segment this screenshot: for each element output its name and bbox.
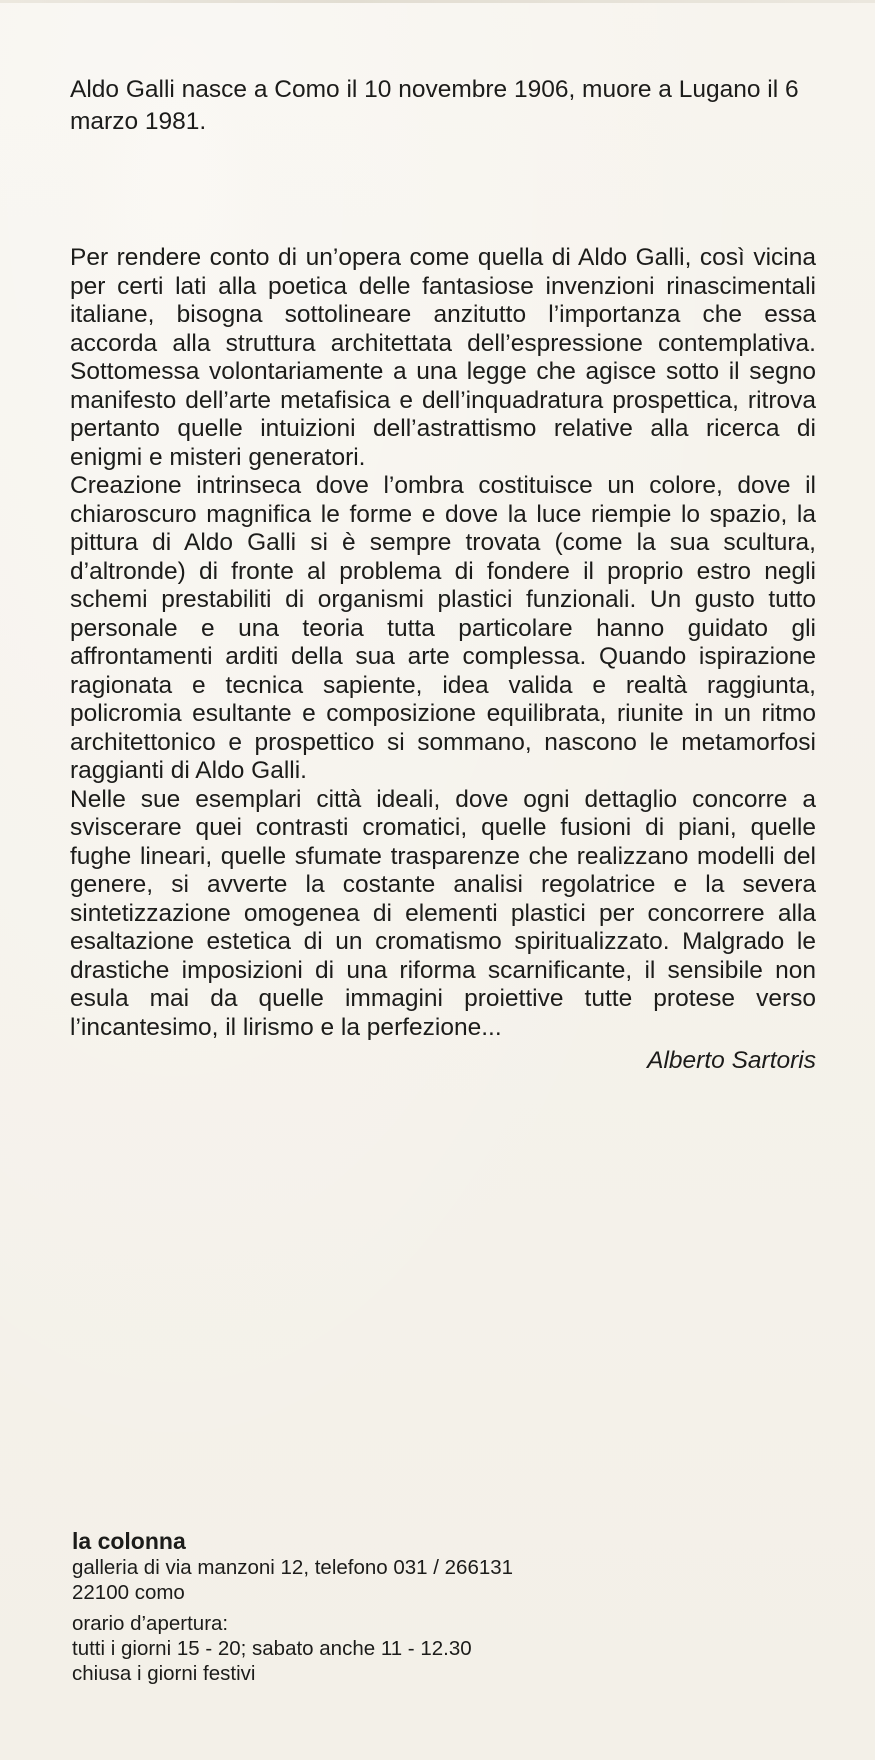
essay-paragraph-1: Per rendere conto di un’opera come quella di Aldo Galli, così vicina per certi lati alla poetica delle fantasiose invenzioni rinascimentali italiane, bisogna sottolineare anzitutto l’importanza che essa accorda alla struttura architettata dell’espressione contemplativa. Sottomessa volontariamente a una legge che agisce sotto il segno manifesto dell’arte metafisica e dell’inquadratura prospettica, ritrova pertanto quelle intuizioni dell’astrattismo relative alla ricerca di enigmi e misteri generatori. bbox=[70, 244, 816, 471]
biography-note bbox=[70, 74, 816, 138]
gallery-city: 22100 como bbox=[72, 1581, 185, 1604]
essay-paragraph-2: Creazione intrinseca dove l’ombra costituisce un colore, dove il chiaroscuro magnifica le forme e dove la luce riempie lo spazio, la pittura di Aldo Galli si è sempre trovata (come la sua scultura, d’altronde) di fronte al problema di fondere il proprio estro negli schemi prestabiliti di organismi plastici funzionali. Un gusto tutto personale e una teoria tutta particolare hanno guidato gli affrontamenti arditi della sua arte complessa. Quando ispirazione ragionata e tecnica sapiente, idea valida e realtà raggiunta, policromia esultante e composizione equilibrata, riunite in un ritmo architettonico e prospettico si sommano, nascono le metamorfosi raggianti di Aldo Galli. bbox=[70, 472, 816, 784]
opening-hours: tutti i giorni 15 - 20; sabato anche 11 - 12.30 bbox=[72, 1637, 472, 1660]
essay bbox=[70, 244, 816, 1076]
essay-paragraph-3: Nelle sue esemplari città ideali, dove ogni dettaglio concorre a sviscerare quei contrasti cromatici, quelle fusioni di piani, quelle fughe lineari, quelle sfumate trasparenze che realizzano modelli del genere, si avverte la costante analisi regolatrice e la severa sintetizzazione omogenea di elementi plastici per concorrere alla esaltazione estetica di un cromatismo spiritualizzato. Malgrado le drastiche imposizioni di una riforma scarnificante, il sensibile non esula mai da quelle immagini proiettive tutte protese verso l’incantesimo, il lirismo e la perfezione... bbox=[70, 785, 816, 1041]
opening-hours-heading: orario d’apertura: bbox=[72, 1612, 229, 1635]
paper-edge bbox=[0, 0, 875, 3]
biography-text: Aldo Galli nasce a Como il 10 novembre 1906, muore a Lugano il 6 marzo 1981. bbox=[70, 76, 799, 135]
essay-author: Alberto Sartoris bbox=[647, 1047, 816, 1074]
gallery-address: galleria di via manzoni 12, telefono 031 / 266131 bbox=[72, 1556, 514, 1579]
closed-days: chiusa i giorni festivi bbox=[72, 1662, 256, 1685]
gallery-name: la colonna bbox=[72, 1528, 186, 1554]
gallery-info bbox=[72, 1527, 818, 1686]
